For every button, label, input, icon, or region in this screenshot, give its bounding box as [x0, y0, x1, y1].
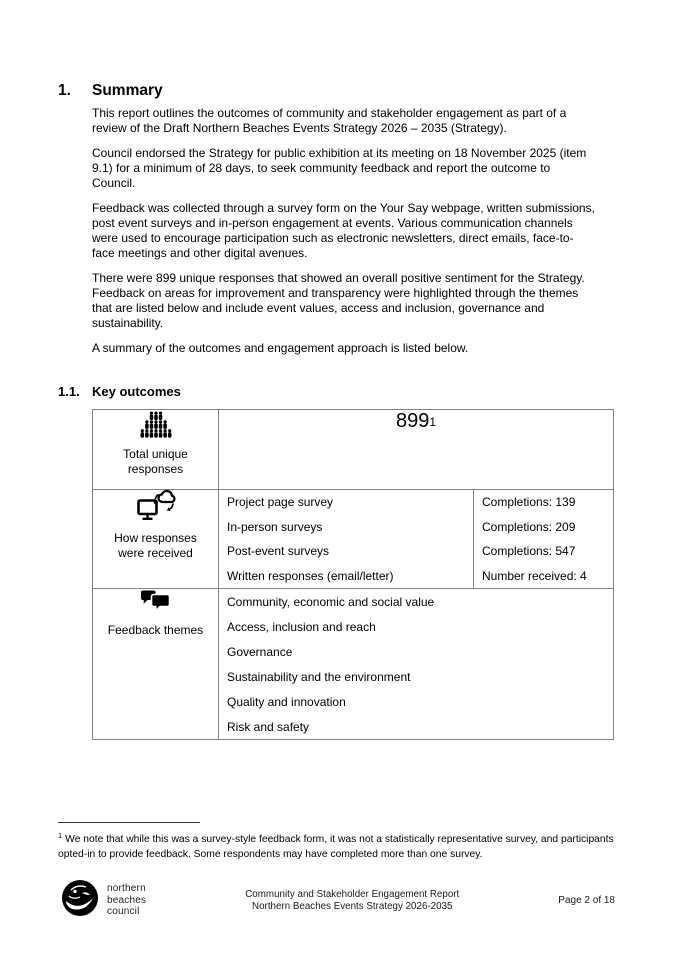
section-heading	[58, 82, 598, 100]
response-channel-list	[219, 490, 473, 588]
feedback-theme: Access, inclusion and reach	[227, 619, 376, 634]
row-label: How responses were received	[114, 531, 197, 560]
row-label: Feedback themes	[107, 623, 204, 637]
table-row-response-channels	[93, 490, 614, 589]
page-footer	[60, 878, 615, 923]
table-row-feedback-themes	[93, 589, 614, 740]
subsection-heading	[58, 384, 598, 400]
online-survey-icon	[136, 490, 176, 523]
response-count: Number received: 4	[482, 568, 587, 583]
feedback-theme: Risk and safety	[227, 719, 310, 734]
subsection-number: 1.1.	[58, 384, 80, 399]
speech-bubbles-icon	[139, 589, 173, 615]
response-channel: Written responses (email/letter)	[227, 568, 394, 583]
row-header-cell	[93, 410, 218, 477]
total-responses-value: 899 1	[395, 410, 437, 432]
response-count: Completions: 139	[482, 495, 576, 510]
crowd-icon	[138, 410, 174, 439]
council-logo-wordmark: northern beaches council	[107, 883, 147, 918]
response-count: Completions: 547	[482, 544, 576, 559]
footnote-separator	[58, 822, 200, 823]
section-number: 1.	[58, 82, 71, 99]
response-channel: Post-event surveys	[227, 544, 330, 559]
footnote	[58, 822, 614, 862]
footnote-text: We note that while this was a survey-style feedback form, it was not a statistically representative survey, and participants opted-in to provide feedback. Some respondents may have completed more than one survey.	[58, 834, 614, 860]
feedback-theme: Community, economic and social value	[227, 594, 435, 609]
summary-paragraph: Council endorsed the Strategy for public exhibition at its meeting on 18 November 2025 (item 9.1) for a minimum of 28 days, to seek community feedback and report the outcome to Council.	[92, 146, 587, 190]
subsection-title: Key outcomes	[92, 384, 181, 399]
response-channel: In-person surveys	[227, 519, 323, 534]
footer-subtitle-line: Northern Beaches Events Strategy 2026-2035	[252, 900, 453, 912]
footer-document-title	[146, 889, 558, 913]
response-count-list	[474, 490, 613, 588]
feedback-theme: Governance	[227, 644, 293, 659]
feedback-theme-list	[219, 589, 613, 739]
feedback-theme: Quality and innovation	[227, 694, 346, 709]
footer-title-line: Community and Stakeholder Engagement Report	[245, 888, 460, 900]
summary-paragraph: Feedback was collected through a survey form on the Your Say webpage, written submissions, post event surveys and in-person engagement at events. Various communication channels were used to encourage participation such as electronic newsletters, direct emails, face-to-face meetings and other digital avenues.	[92, 201, 595, 260]
summary-paragraph: A summary of the outcomes and engagement approach is listed below.	[92, 341, 469, 355]
row-header-cell	[93, 490, 218, 561]
footnote-marker: 1	[58, 831, 63, 840]
council-logo-icon	[60, 878, 100, 923]
key-outcomes-table	[92, 409, 614, 740]
feedback-theme: Sustainability and the environment	[227, 669, 411, 684]
row-header-cell	[93, 589, 218, 638]
council-logo-group	[60, 878, 146, 923]
section-title: Summary	[92, 82, 163, 99]
response-count: Completions: 209	[482, 519, 576, 534]
page-content	[58, 82, 598, 740]
response-channel: Project page survey	[227, 495, 334, 510]
page-number: Page 2 of 18	[558, 895, 615, 906]
summary-paragraph: This report outlines the outcomes of community and stakeholder engagement as part of a review of the Draft Northern Beaches Events Strategy 2026 – 2035 (Strategy).	[92, 106, 567, 135]
table-row-total-responses	[93, 410, 614, 490]
summary-paragraph: There were 899 unique responses that showed an overall positive sentiment for the Strategy. Feedback on areas for improvement and transparency were highlighted through the themes that are listed below and include event values, access and inclusion, governance and sustainability.	[92, 271, 585, 330]
row-label: Total unique responses	[123, 447, 188, 476]
